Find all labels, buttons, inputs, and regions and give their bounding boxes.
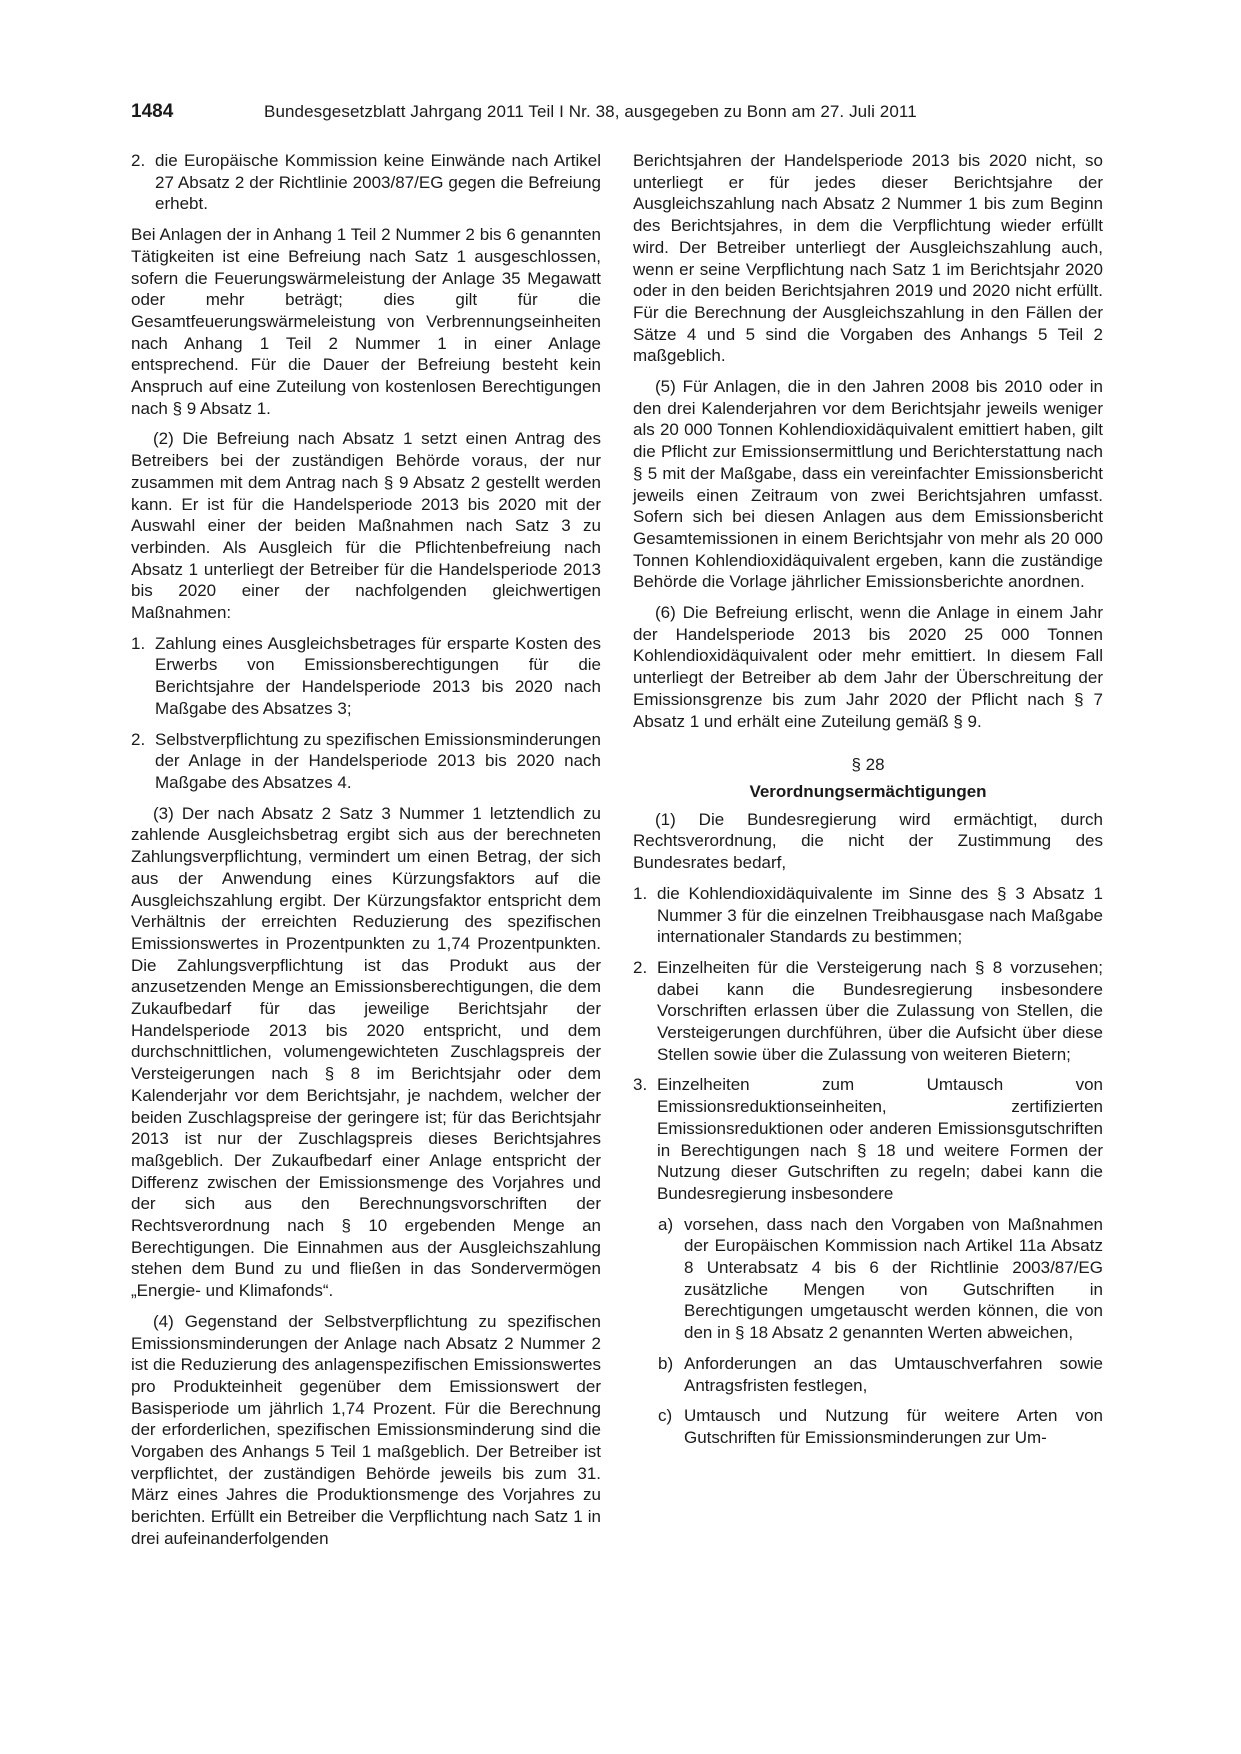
list-item-number: 1. — [131, 633, 146, 653]
sublist-item-text: Umtausch und Nutzung für weitere Arten von Gutschriften für Emissionsminderungen zur Um- — [684, 1406, 1103, 1447]
page-number: 1484 — [131, 101, 174, 122]
list-item — [633, 1074, 1103, 1204]
paragraph-absatz-2: (2) Die Befreiung nach Absatz 1 setzt einen Antrag des Betreibers bei der zuständigen Behörde voraus, der nur zusammen mit dem Antrag nach § 9 Absatz 2 gestellt werden kann. Er ist für die Handelsperiode 2013 bis 2020 mit der Auswahl einer der beiden Maßnahmen nach Satz 3 zu verbinden. Als Ausgleich für die Pflichtenbefreiung nach Absatz 1 unterliegt der Betreiber für die Handelsperiode 2013 bis 2020 einer der nachfolgenden gleichwertigen Maßnahmen: — [131, 429, 601, 623]
sublist-item-text: vorsehen, dass nach den Vorgaben von Maßnahmen der Europäischen Kommission nach Artikel 11a Absatz 8 Unterabsatz 4 bis 6 der Richtlinie 2003/87/EG zusätzliche Mengen von Gutschriften in Berechtigungen umgetauscht werden können, die von den in § 18 Absatz 2 genannten Werten abweichen, — [684, 1214, 1103, 1343]
paragraph-absatz-3: (3) Der nach Absatz 2 Satz 3 Nummer 1 letztendlich zu zahlende Ausgleichsbetrag ergibt sich aus der berechneten Zahlungsverpflichtung, vermindert um einen Betrag, der sich aus der Anwendung eines Kürzungsfaktors auf die Ausgleichszahlung ergibt. Der Kürzungsfaktor entspricht dem Verhältnis der erreichten Reduzierung des spezifischen Emissionswertes in Prozentpunkten zu 1,74 Prozentpunkten. Die Zahlungsverpflichtung ist das Produkt aus der anzusetzenden Menge an Emissionsberechtigungen, die dem Zukaufbedarf für das jeweilige Berichtsjahr der Handelsperiode 2013 bis 2020 entspricht, und dem durchschnittlichen, volumengewichteten Zuschlagspreis der Versteigerungen nach § 8 im Berichtsjahr oder dem Kalenderjahr vor dem Berichtsjahr, je nachdem, welcher der beiden Zuschlagspreise der geringere ist; für das Berichtsjahr 2013 ist nur der Zuschlagspreis dieses Berichtsjahres maßgeblich. Der Zukaufbedarf einer Anlage entspricht der Differenz zwischen der Emissionsmenge des Vorjahres und der sich aus den Berechnungsvorschriften der Rechtsverordnung nach § 10 ergebenden Menge an Berechtigungen. Die Einnahmen aus der Ausgleichszahlung stehen dem Bund zu und fließen in das Sondervermögen „Energie- und Klimafonds“. — [131, 803, 601, 1301]
list-item-number: 3. — [633, 1075, 648, 1095]
list-item-text: die Europäische Kommission keine Einwände nach Artikel 27 Absatz 2 der Richtlinie 2003/87/EG gegen die Befreiung erhebt. — [155, 151, 601, 214]
sublist-item — [658, 1214, 1103, 1344]
right-column — [633, 150, 1103, 1458]
sublist-item — [658, 1353, 1103, 1396]
list-item-text: Einzelheiten für die Versteigerung nach § 8 vorzusehen; dabei kann die Bundesregierung insbesondere Vorschriften erlassen über die Zulassung von Stellen, die Versteigerungen durchführen, über die Aufsicht über diese Stellen sowie über die Zulassung von weiteren Bietern; — [657, 957, 1103, 1064]
list-item-text: Zahlung eines Ausgleichsbetrages für ersparte Kosten des Erwerbs von Emissionsberechtigungen für die Berichtsjahre der Handelsperiode 2013 bis 2020 nach Maßgabe des Absatzes 3; — [155, 633, 601, 718]
list-item-text: Selbstverpflichtung zu spezifischen Emissionsminderungen der Anlage in der Handelsperiode 2013 bis 2020 nach Maßgabe des Absatzes 4. — [155, 729, 602, 792]
paragraph-continued: Berichtsjahren der Handelsperiode 2013 bis 2020 nicht, so unterliegt er für jedes dieser Berichtsjahre der Ausgleichszahlung nach Absatz 2 Nummer 1 bis zum Beginn des Berichtsjahres, in dem die Verpflichtung wieder erfüllt wird. Der Betreiber unterliegt der Ausgleichszahlung auch, wenn er seine Verpflichtung nach Satz 1 im Berichtsjahr 2020 oder in den beiden Berichtsjahren 2019 und 2020 nicht erfüllt. Für die Berechnung der Ausgleichszahlung in den Fällen der Sätze 4 und 5 sind die Vorgaben des Anhangs 5 Teil 2 maßgeblich. — [633, 151, 1103, 366]
paragraph-absatz-5: (5) Für Anlagen, die in den Jahren 2008 bis 2010 oder in den drei Kalenderjahren vor dem Berichtsjahr jeweils weniger als 20 000 Tonnen Kohlendioxidäquivalent emittiert haben, gilt die Pflicht zur Emissionsermittlung und Berichterstattung nach § 5 mit der Maßgabe, dass ein vereinfachter Emissionsbericht jeweils einen Zeitraum von zwei Berichtsjahren umfasst. Sofern sich bei diesen Anlagen aus dem Emissionsbericht Gesamtemissionen in einem Berichtsjahr von mehr als 20 000 Tonnen Kohlendioxidäquivalent ergeben, kann die zuständige Behörde die Vorlage jährlicher Emissionsberichte anordnen. — [633, 377, 1103, 592]
section-number: § 28 — [851, 755, 885, 775]
sublist-item-text: Anforderungen an das Umtauschverfahren sowie Antragsfristen festlegen, — [684, 1353, 1103, 1395]
paragraph: Bei Anlagen der in Anhang 1 Teil 2 Nummer 2 bis 6 genannten Tätigkeiten ist eine Befreiung nach Satz 1 ausgeschlossen, sofern die Feuerungswärmeleistung der Anlage 35 Megawatt oder mehr beträgt; dies gilt für die Gesamtfeuerungswärmeleistung von Verbrennungseinheiten nach Anhang 1 Teil 2 Nummer 1 in einer Anlage entsprechend. Für die Dauer der Befreiung besteht kein Anspruch auf eine Zuteilung von kostenlosen Berechtigungen nach § 9 Absatz 1. — [131, 225, 601, 418]
sublist-item-letter: c) — [658, 1406, 673, 1426]
sublist-item-letter: b) — [658, 1353, 674, 1373]
list-item — [131, 729, 601, 794]
sublist-item-letter: a) — [658, 1214, 674, 1234]
left-column — [131, 150, 601, 1559]
list-item-number: 2. — [633, 957, 648, 977]
list-item — [131, 633, 601, 720]
running-header: Bundesgesetzblatt Jahrgang 2011 Teil I Nr. 38, ausgegeben zu Bonn am 27. Juli 2011 — [264, 102, 917, 121]
list-item-number: 2. — [131, 151, 146, 170]
sublist-item — [658, 1405, 1103, 1448]
list-item-text: die Kohlendioxidäquivalente im Sinne des § 3 Absatz 1 Nummer 3 für die einzelnen Treibhausgase nach Maßgabe internationaler Standards zu bestimmen; — [657, 883, 1103, 947]
section-title: Verordnungsermächtigungen — [749, 781, 987, 801]
list-item — [633, 883, 1103, 948]
paragraph-absatz-4: (4) Gegenstand der Selbstverpflichtung zu spezifischen Emissionsminderungen der Anlage nach Absatz 2 Nummer 2 ist die Reduzierung des anlagenspezifischen Emissionswertes pro Produkteinheit gegenüber dem Emissionswert der Basisperiode um jährlich 1,74 Prozent. Für die Berechnung der erforderlichen, spezifischen Emissionsminderung sind die Vorgaben des Anhangs 5 Teil 1 maßgeblich. Der Betreiber ist verpflichtet, der zuständigen Behörde jeweils bis zum 31. März eines Jahres die Produktionsmenge des Vorjahres zu berichten. Erfüllt ein Betreiber die Verpflichtung nach Satz 1 in drei aufeinanderfolgenden — [131, 1311, 601, 1548]
paragraph-s28-absatz-1: (1) Die Bundesregierung wird ermächtigt, durch Rechtsverordnung, die nicht der Zustimmung des Bundesrates bedarf, — [633, 809, 1103, 873]
list-item-number: 1. — [633, 883, 648, 903]
list-item — [131, 150, 601, 215]
list-item-text: Einzelheiten zum Umtausch von Emissionsreduktionseinheiten, zertifizierten Emissionsreduktionen oder anderen Emissionsgutschriften in Berechtigungen nach § 18 und weitere Formen der Nutzung dieser Gutschriften zu regeln; dabei kann die Bundesregierung insbesondere — [657, 1075, 1103, 1203]
list-item — [633, 957, 1103, 1066]
list-item-number: 2. — [131, 729, 146, 749]
paragraph-absatz-6: (6) Die Befreiung erlischt, wenn die Anlage in einem Jahr der Handelsperiode 2013 bis 2020 25 000 Tonnen Kohlendioxidäquivalent oder mehr emittiert. In diesem Fall unterliegt der Betreiber ab dem Jahr der Überschreitung der Emissionsgrenze bis zum Jahr 2020 der Pflicht nach § 7 Absatz 1 und erhält eine Zuteilung gemäß § 9. — [633, 603, 1103, 731]
